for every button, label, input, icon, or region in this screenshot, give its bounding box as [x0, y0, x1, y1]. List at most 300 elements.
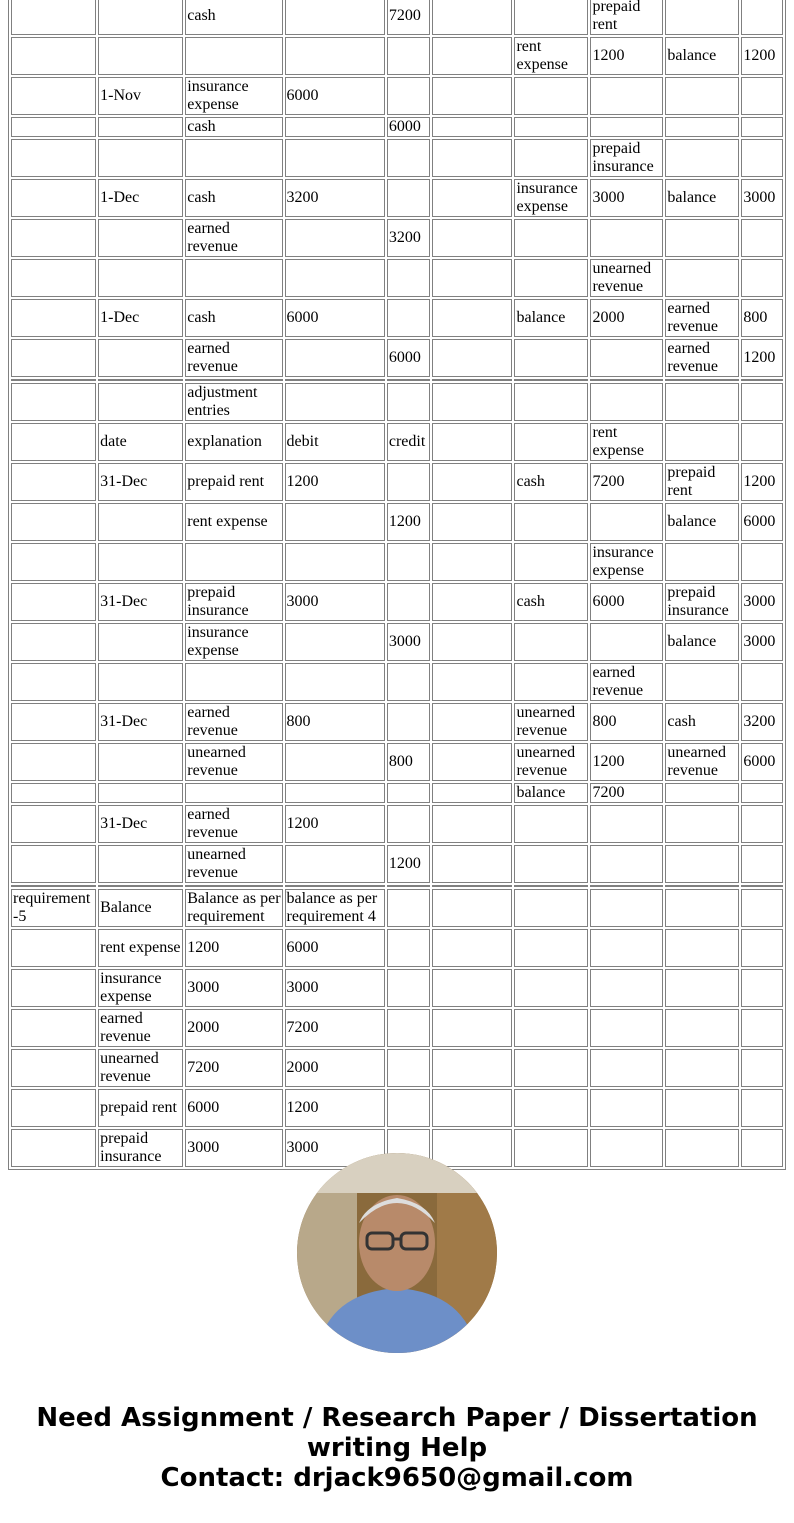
table-cell: cash — [665, 703, 739, 741]
table-cell: balance — [514, 299, 588, 337]
table-spacer-row — [11, 379, 783, 381]
table-cell: 6000 — [387, 339, 431, 377]
table-row — [11, 179, 783, 217]
table-cell — [11, 117, 96, 137]
table-cell — [514, 805, 588, 843]
table-cell — [514, 383, 588, 421]
table-cell — [514, 77, 588, 115]
table-cell — [98, 503, 183, 541]
table-cell — [387, 663, 431, 701]
table-cell — [387, 179, 431, 217]
table-cell — [432, 783, 512, 803]
table-cell — [387, 805, 431, 843]
table-cell: cash — [185, 299, 282, 337]
table-cell — [741, 383, 783, 421]
table-cell — [98, 743, 183, 781]
table-cell — [741, 379, 783, 381]
table-row — [11, 259, 783, 297]
table-cell — [665, 139, 739, 177]
table-cell — [432, 889, 512, 927]
table-cell: earned revenue — [185, 703, 282, 741]
table-cell: 3000 — [185, 969, 282, 1007]
table-cell: insurance expense — [185, 77, 282, 115]
table-cell — [665, 1009, 739, 1047]
table-cell — [741, 1009, 783, 1047]
table-cell — [432, 805, 512, 843]
table-cell — [11, 463, 96, 501]
table-row — [11, 969, 783, 1007]
table-row — [11, 463, 783, 501]
table-cell — [665, 805, 739, 843]
table-cell — [11, 929, 96, 967]
table-row — [11, 1049, 783, 1087]
table-cell — [98, 219, 183, 257]
table-cell — [432, 743, 512, 781]
author-photo-icon — [297, 1153, 497, 1353]
table-cell — [98, 543, 183, 581]
table-cell: earned revenue — [185, 805, 282, 843]
table-cell — [185, 139, 282, 177]
table-cell — [11, 805, 96, 843]
table-cell — [432, 339, 512, 377]
table-row — [11, 703, 783, 741]
table-cell — [11, 423, 96, 461]
table-cell — [665, 969, 739, 1007]
table-cell — [285, 623, 385, 661]
table-cell — [514, 0, 588, 35]
table-cell: 6000 — [590, 583, 663, 621]
table-cell — [11, 703, 96, 741]
table-cell — [432, 463, 512, 501]
table-cell — [387, 1049, 431, 1087]
table-cell: prepaid insurance — [590, 139, 663, 177]
table-cell — [741, 77, 783, 115]
table-cell — [514, 885, 588, 887]
table-cell — [185, 379, 282, 381]
table-cell: 31-Dec — [98, 703, 183, 741]
table-cell: 800 — [590, 703, 663, 741]
table-row — [11, 219, 783, 257]
table-cell: cash — [185, 117, 282, 137]
table-cell — [11, 543, 96, 581]
table-cell: insurance expense — [185, 623, 282, 661]
table-cell — [98, 339, 183, 377]
table-cell — [665, 77, 739, 115]
table-cell: 1200 — [285, 805, 385, 843]
table-cell: 1200 — [285, 1089, 385, 1127]
table-cell — [665, 783, 739, 803]
table-cell: 6000 — [285, 299, 385, 337]
table-cell — [741, 845, 783, 883]
table-cell — [590, 889, 663, 927]
table-cell: insurance expense — [590, 543, 663, 581]
table-cell: 3000 — [185, 1129, 282, 1167]
table-cell — [387, 383, 431, 421]
table-cell: 1-Nov — [98, 77, 183, 115]
table-cell: prepaid rent — [665, 463, 739, 501]
table-cell — [665, 663, 739, 701]
table-cell — [665, 543, 739, 581]
table-cell: 3200 — [387, 219, 431, 257]
table-cell: 800 — [285, 703, 385, 741]
table-cell — [98, 783, 183, 803]
table-cell — [285, 0, 385, 35]
table-cell — [590, 503, 663, 541]
table-cell — [11, 969, 96, 1007]
table-cell — [590, 1129, 663, 1167]
table-cell — [185, 259, 282, 297]
table-cell — [285, 37, 385, 75]
table-cell: 31-Dec — [98, 805, 183, 843]
table-row — [11, 339, 783, 377]
table-cell — [11, 259, 96, 297]
table-cell: unearned revenue — [98, 1049, 183, 1087]
table-cell — [387, 1089, 431, 1127]
table-row — [11, 503, 783, 541]
table-cell: 6000 — [185, 1089, 282, 1127]
table-cell — [665, 383, 739, 421]
table-cell: prepaid insurance — [665, 583, 739, 621]
table-spacer-row — [11, 885, 783, 887]
table-cell: debit — [285, 423, 385, 461]
table-cell — [741, 1089, 783, 1127]
table-cell: unearned revenue — [514, 703, 588, 741]
table-cell — [741, 663, 783, 701]
table-cell: explanation — [185, 423, 282, 461]
table-cell — [387, 463, 431, 501]
table-cell — [285, 885, 385, 887]
table-cell — [514, 929, 588, 967]
table-cell — [11, 299, 96, 337]
table-cell — [432, 423, 512, 461]
table-cell — [514, 117, 588, 137]
table-cell — [514, 259, 588, 297]
table-cell — [590, 339, 663, 377]
table-cell — [514, 663, 588, 701]
table-cell — [387, 543, 431, 581]
table-cell — [432, 503, 512, 541]
table-cell — [514, 1049, 588, 1087]
table-cell — [741, 783, 783, 803]
table-cell — [11, 383, 96, 421]
table-cell — [665, 1129, 739, 1167]
table-cell — [590, 383, 663, 421]
table-cell — [665, 1049, 739, 1087]
table-cell: 2000 — [185, 1009, 282, 1047]
table-cell: 1200 — [741, 339, 783, 377]
table-row — [11, 383, 783, 421]
table-cell: earned revenue — [590, 663, 663, 701]
table-cell — [98, 37, 183, 75]
table-cell: 7200 — [387, 0, 431, 35]
table-cell: cash — [514, 463, 588, 501]
table-cell — [665, 929, 739, 967]
table-row — [11, 423, 783, 461]
table-cell: 7200 — [285, 1009, 385, 1047]
table-cell — [665, 889, 739, 927]
table-cell: 31-Dec — [98, 583, 183, 621]
table-cell: 1-Dec — [98, 299, 183, 337]
table-cell — [514, 1129, 588, 1167]
table-cell: 6000 — [387, 117, 431, 137]
table-cell — [11, 503, 96, 541]
table-cell — [98, 379, 183, 381]
table-row — [11, 623, 783, 661]
table-cell — [741, 885, 783, 887]
table-cell: 2000 — [590, 299, 663, 337]
table-cell — [11, 663, 96, 701]
table-cell: 800 — [741, 299, 783, 337]
table-cell — [185, 663, 282, 701]
table-cell — [387, 969, 431, 1007]
table-cell: unearned revenue — [590, 259, 663, 297]
table-cell — [741, 889, 783, 927]
table-cell — [514, 423, 588, 461]
table-cell — [590, 885, 663, 887]
table-row — [11, 0, 783, 35]
table-cell — [387, 77, 431, 115]
author-avatar — [297, 1153, 497, 1353]
table-cell — [185, 783, 282, 803]
table-cell — [387, 259, 431, 297]
table-row — [11, 783, 783, 803]
table-cell — [514, 379, 588, 381]
table-cell: 1200 — [590, 37, 663, 75]
table-row — [11, 743, 783, 781]
table-cell — [514, 139, 588, 177]
table-cell — [432, 845, 512, 883]
table-cell: balance — [665, 503, 739, 541]
table-cell — [98, 623, 183, 661]
table-cell — [590, 379, 663, 381]
table-cell — [741, 805, 783, 843]
table-row — [11, 889, 783, 927]
table-cell: earned revenue — [665, 299, 739, 337]
table-row — [11, 1009, 783, 1047]
table-cell — [590, 1009, 663, 1047]
table-cell — [98, 0, 183, 35]
table-cell — [432, 37, 512, 75]
table-cell — [590, 77, 663, 115]
table-row — [11, 37, 783, 75]
table-cell: prepaid rent — [590, 0, 663, 35]
accounting-table — [8, 0, 786, 1170]
table-cell: 3000 — [741, 583, 783, 621]
table-cell — [665, 1089, 739, 1127]
table-cell — [285, 379, 385, 381]
table-cell: earned revenue — [185, 219, 282, 257]
table-cell — [185, 885, 282, 887]
table-row — [11, 117, 783, 137]
table-cell: balance — [665, 179, 739, 217]
table-cell: 31-Dec — [98, 463, 183, 501]
table-cell — [387, 379, 431, 381]
table-cell — [432, 663, 512, 701]
table-cell: 3200 — [285, 179, 385, 217]
table-cell: 3000 — [285, 969, 385, 1007]
table-cell — [514, 1089, 588, 1127]
table-cell — [285, 139, 385, 177]
table-cell — [11, 623, 96, 661]
table-cell — [432, 299, 512, 337]
table-cell: earned revenue — [665, 339, 739, 377]
table-cell: unearned revenue — [665, 743, 739, 781]
table-cell — [665, 259, 739, 297]
table-cell: date — [98, 423, 183, 461]
table-cell: 3000 — [387, 623, 431, 661]
table-cell — [514, 339, 588, 377]
table-cell — [387, 885, 431, 887]
table-cell — [432, 1089, 512, 1127]
table-row — [11, 805, 783, 843]
table-cell — [11, 583, 96, 621]
table-cell — [387, 703, 431, 741]
table-cell — [432, 259, 512, 297]
table-cell — [11, 179, 96, 217]
table-cell: 1200 — [590, 743, 663, 781]
table-cell — [590, 219, 663, 257]
table-cell — [11, 379, 96, 381]
table-cell: 6000 — [741, 503, 783, 541]
table-cell: prepaid insurance — [98, 1129, 183, 1167]
table-cell: 3200 — [741, 703, 783, 741]
table-cell — [11, 885, 96, 887]
table-cell — [432, 543, 512, 581]
table-cell: 1200 — [741, 37, 783, 75]
table-row — [11, 139, 783, 177]
table-cell — [432, 0, 512, 35]
table-cell — [741, 117, 783, 137]
table-cell: 800 — [387, 743, 431, 781]
table-cell — [432, 379, 512, 381]
table-cell: 1-Dec — [98, 179, 183, 217]
table-cell — [432, 383, 512, 421]
table-cell — [98, 845, 183, 883]
table-cell — [285, 543, 385, 581]
table-cell: 1200 — [387, 503, 431, 541]
table-cell — [285, 783, 385, 803]
table-cell: requirement-5 — [11, 889, 96, 927]
table-cell: unearned revenue — [185, 743, 282, 781]
table-cell — [11, 139, 96, 177]
table-cell: 3000 — [285, 583, 385, 621]
table-cell: cash — [514, 583, 588, 621]
table-cell — [665, 379, 739, 381]
table-cell: rent expense — [185, 503, 282, 541]
table-cell: 3000 — [741, 623, 783, 661]
table-cell: rent expense — [98, 929, 183, 967]
table-cell: 2000 — [285, 1049, 385, 1087]
table-cell — [741, 0, 783, 35]
table-cell — [11, 783, 96, 803]
table-cell — [432, 623, 512, 661]
table-cell — [387, 139, 431, 177]
table-cell — [514, 1009, 588, 1047]
table-cell: cash — [185, 179, 282, 217]
table-cell — [285, 383, 385, 421]
table-cell — [741, 543, 783, 581]
table-row — [11, 583, 783, 621]
table-cell — [741, 219, 783, 257]
table-cell — [11, 1049, 96, 1087]
table-cell: balance — [514, 783, 588, 803]
table-cell — [432, 219, 512, 257]
promo-contact: Contact: drjack9650@gmail.com — [160, 1463, 634, 1493]
table-row — [11, 77, 783, 115]
table-cell — [98, 117, 183, 137]
table-row — [11, 845, 783, 883]
table-cell: 6000 — [285, 929, 385, 967]
table-cell — [514, 623, 588, 661]
table-cell — [432, 179, 512, 217]
table-cell — [11, 743, 96, 781]
table-cell: 1200 — [741, 463, 783, 501]
table-cell: credit — [387, 423, 431, 461]
table-cell: earned revenue — [185, 339, 282, 377]
table-cell — [741, 139, 783, 177]
table-cell — [185, 37, 282, 75]
table-cell — [11, 1009, 96, 1047]
table-cell — [514, 503, 588, 541]
table-cell: 3000 — [285, 1129, 385, 1167]
table-cell — [98, 885, 183, 887]
table-row — [11, 299, 783, 337]
table-cell — [285, 743, 385, 781]
table-cell — [665, 219, 739, 257]
table-cell — [11, 339, 96, 377]
table-cell: balance as per requirement 4 — [285, 889, 385, 927]
table-cell — [432, 929, 512, 967]
table-cell — [514, 219, 588, 257]
table-cell — [590, 1089, 663, 1127]
table-cell — [11, 0, 96, 35]
table-cell — [185, 543, 282, 581]
table-cell — [11, 37, 96, 75]
table-cell — [285, 259, 385, 297]
table-cell — [387, 889, 431, 927]
table-cell — [432, 1009, 512, 1047]
table-cell — [514, 845, 588, 883]
table-cell — [590, 623, 663, 661]
table-cell: unearned revenue — [514, 743, 588, 781]
table-cell: 1200 — [185, 929, 282, 967]
table-cell — [665, 423, 739, 461]
table-cell — [741, 423, 783, 461]
promo-headline: Need Assignment / Research Paper / Dissertation writing Help — [36, 1403, 758, 1463]
promo-banner — [0, 1403, 794, 1493]
table-cell — [590, 845, 663, 883]
table-cell: earned revenue — [98, 1009, 183, 1047]
table-cell — [387, 929, 431, 967]
table-cell: 6000 — [285, 77, 385, 115]
table-cell — [432, 1049, 512, 1087]
table-row — [11, 543, 783, 581]
table-cell — [514, 543, 588, 581]
table-cell: unearned revenue — [185, 845, 282, 883]
table-cell: cash — [185, 0, 282, 35]
table-cell — [590, 1049, 663, 1087]
table-cell: 7200 — [185, 1049, 282, 1087]
table-cell: 3000 — [590, 179, 663, 217]
table-cell — [432, 583, 512, 621]
table-row — [11, 1089, 783, 1127]
table-cell — [285, 219, 385, 257]
table-cell: insurance expense — [514, 179, 588, 217]
table-cell: prepaid insurance — [185, 583, 282, 621]
table-cell — [387, 1009, 431, 1047]
table-cell — [741, 969, 783, 1007]
table-cell: rent expense — [590, 423, 663, 461]
